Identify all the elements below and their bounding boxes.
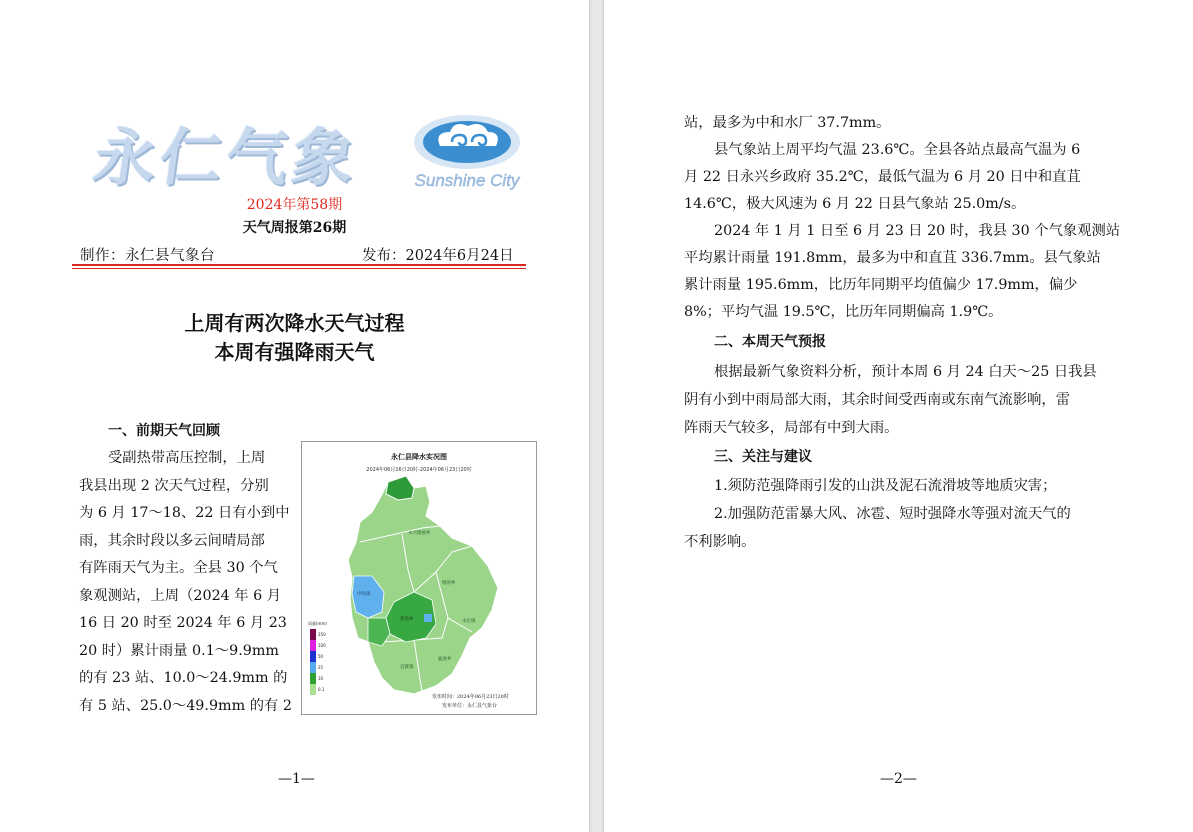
- body-line: 2.加强防范雷暴大风、冰雹、短时强降水等强对流天气的: [714, 506, 1071, 522]
- body-line: 的有 23 站、10.0～24.9mm 的: [79, 670, 288, 686]
- section-3-title: 三、关注与建议: [714, 449, 812, 465]
- publish-date: 发布：2024年6月24日: [362, 248, 514, 264]
- place-label: 中和镇: [357, 592, 371, 597]
- map-title: 永仁县降水实况图: [391, 453, 447, 461]
- legend-label: 0.1: [318, 687, 325, 692]
- page-number: —1—: [278, 771, 315, 787]
- cloud-logo-icon: [410, 112, 525, 192]
- masthead-title: 永仁气象: [89, 121, 364, 194]
- headline-line-1: 上周有两次降水天气过程: [184, 311, 405, 335]
- body-line: 2024 年 1 月 1 日至 6 月 23 日 20 时，我县 30 个气象观测站: [714, 223, 1121, 239]
- body-line: 不利影响。: [684, 534, 756, 550]
- place-label: 莲池乡: [400, 617, 414, 622]
- report-number: 天气周报第26期: [242, 220, 347, 236]
- body-line: 1.须防范强降雨引发的山洪及泥石流滑坡等地质灾害；: [714, 478, 1057, 494]
- map-footer-unit: 发布单位：永仁县气象台: [442, 703, 498, 709]
- body-line: 雨，其余时段以多云间晴局部: [79, 533, 265, 549]
- map-legend: [308, 620, 327, 695]
- document-page-1: [0, 0, 589, 832]
- document-page-2: [604, 0, 1193, 832]
- place-label: 永兴傣族乡: [408, 531, 431, 536]
- body-line: 20 时）累计雨量 0.1～9.9mm: [79, 643, 279, 659]
- headline-line-2: 本周有强降雨天气: [214, 340, 375, 364]
- body-line: 象观测站，上周（2024 年 6 月: [79, 588, 282, 604]
- map-subtitle: 2024年06月16日20时-2024年06月23日20时: [366, 467, 472, 473]
- body-line: 站，最多为中和水厂 37.7mm。: [684, 115, 891, 131]
- body-line: 8%；平均气温 19.5℃，比历年同期偏高 1.9℃。: [684, 304, 1003, 320]
- body-line: 为 6 月 17～18、22 日有小到中: [79, 505, 290, 521]
- map-footer-time: 发布时间：2024年06月23日20时: [432, 694, 509, 700]
- legend-label: 10: [318, 676, 324, 681]
- masthead: [89, 108, 535, 198]
- legend-label: 25: [318, 665, 324, 670]
- section-1-title: 一、前期天气回顾: [108, 423, 220, 439]
- place-label: 维的乡: [442, 581, 456, 586]
- body-line: 阵雨天气较多，局部有中到大雨。: [684, 420, 899, 436]
- place-label: 永定镇: [462, 619, 476, 624]
- maker-line: 制作：永仁县气象台: [80, 248, 215, 264]
- body-line: 阴有小到中雨局部大雨，其余时间受西南或东南气流影响，雷: [684, 392, 1071, 408]
- body-line: 根据最新气象资料分析，预计本周 6 月 24 白天～25 日我县: [714, 364, 1097, 380]
- body-line: 16 日 20 时至 2024 年 6 月 23: [79, 615, 287, 631]
- body-line: 累计雨量 195.6mm，比历年同期平均值偏少 17.9mm，偏少: [684, 277, 1078, 293]
- section-2-title: 二、本周天气预报: [714, 334, 826, 350]
- body-line: 受副热带高压控制，上周: [108, 450, 266, 466]
- legend-label: 250: [318, 632, 326, 637]
- page-number: —2—: [880, 771, 917, 787]
- legend-label: 50: [318, 654, 324, 659]
- header-rule-thin: [72, 268, 526, 269]
- place-label: 宜就镇: [400, 665, 414, 670]
- legend-title: 雨量(mm): [308, 621, 327, 626]
- body-line: 有阵雨天气为主。全县 30 个气: [79, 560, 278, 576]
- body-line: 平均累计雨量 191.8mm，最多为中和直苴 336.7mm。县气象站: [684, 250, 1101, 266]
- place-label: 猛虎乡: [438, 657, 452, 662]
- region-north: [386, 476, 414, 500]
- body-line: 我县出现 2 次天气过程，分别: [79, 478, 269, 494]
- body-line: 县气象站上周平均气温 23.6℃。全县各站点最高气温为 6: [714, 142, 1081, 158]
- header-rule-thick: [72, 264, 526, 266]
- logo-text: Sunshine City: [414, 171, 520, 190]
- body-line: 有 5 站、25.0～49.9mm 的有 2: [79, 698, 292, 714]
- legend-label: 100: [318, 643, 326, 648]
- precipitation-map: [301, 441, 537, 715]
- issue-number: 2024年第58期: [246, 197, 343, 213]
- body-line: 14.6℃，极大风速为 6 月 22 日县气象站 25.0m/s。: [684, 196, 1026, 212]
- body-line: 月 22 日永兴乡政府 35.2℃，最低气温为 6 月 20 日中和直苴: [684, 169, 1081, 185]
